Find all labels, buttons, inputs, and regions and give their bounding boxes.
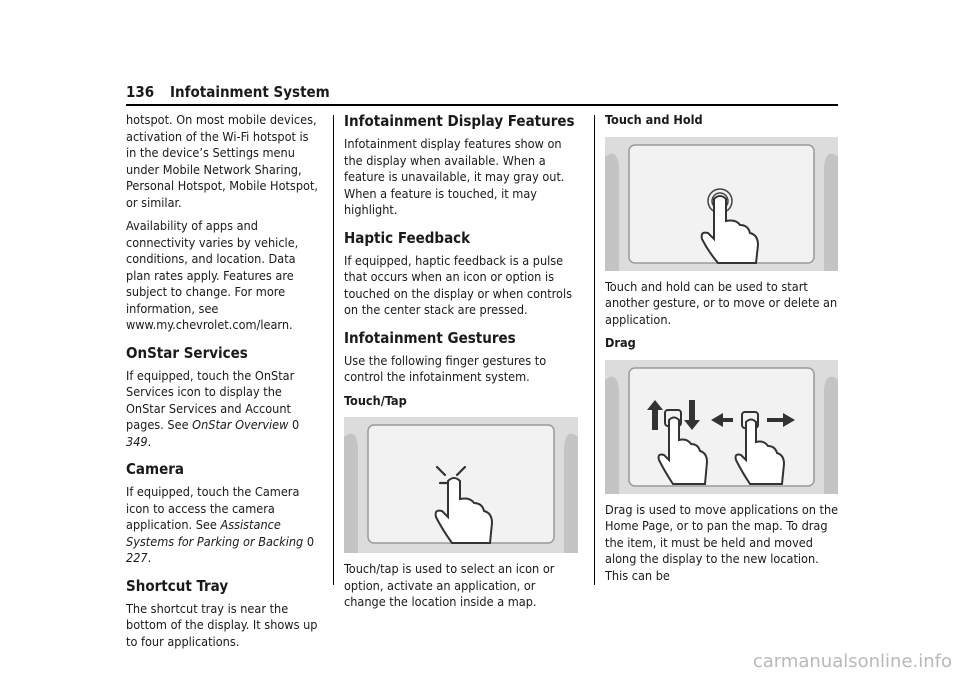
column-2: [344, 112, 580, 618]
heading-display-features: Infotainment Display Features: [344, 112, 575, 130]
paragraph-availability: Availability of apps and connectivity varies by vehicle, conditions, and location. Data plan rates apply. Features are subject to change. For more information, see www.my.chevrolet.com/learn.: [126, 218, 299, 332]
paragraph-onstar: If equipped, touch the OnStar Services icon to display the OnStar Services and Account pages. See OnStar Overview 0 349.: [126, 367, 300, 449]
label-touch-hold: Touch and Hold: [605, 112, 703, 127]
onstar-ref-page[interactable]: 349: [126, 433, 148, 449]
paragraph-touch-tap: Touch/tap is used to select an icon or option, activate an application, or change the location inside a map.: [344, 561, 555, 609]
heading-gestures: Infotainment Gestures: [344, 328, 516, 347]
section-title: Infotainment System: [170, 83, 330, 101]
onstar-ref-link[interactable]: OnStar Overview: [192, 417, 289, 432]
heading-haptic: Haptic Feedback: [344, 228, 471, 247]
finger-hold-illustration: [605, 137, 838, 271]
watermark: carmanualsonline.info: [752, 651, 952, 672]
label-drag: Drag: [605, 335, 636, 350]
column-1: [126, 112, 322, 657]
label-touch-tap: Touch/Tap: [344, 392, 407, 408]
paragraph-gestures: Use the following finger gestures to control the infotainment system.: [344, 352, 547, 384]
paragraph-haptic: If equipped, haptic feedback is a pulse that occurs when an icon or option is touched on the display or when controls on the center stack are pressed.: [344, 252, 572, 317]
paragraph-drag: Drag is used to move applications on the Home Page, or to pan the map. To drag the item, it must be held and moved along the display to the new location. This can be: [605, 501, 839, 583]
finger-tap-illustration: [344, 417, 578, 553]
ref-arrow-icon: 0: [292, 417, 300, 432]
camera-ref-page[interactable]: 227: [126, 550, 148, 565]
paragraph-display-features: Infotainment display features show on the display when available. When a feature is unavailable, it may gray out. When a feature is touched, it may highlight.: [344, 136, 565, 217]
column-3: [605, 112, 840, 591]
column-divider-1: [333, 115, 334, 585]
paragraph-touch-hold: Touch and hold can be used to start another gesture, or to move or delete an application.: [605, 278, 838, 327]
paragraph-hotspot: hotspot. On most mobile devices, activation of the Wi-Fi hotspot is in the device’s Settings menu under Mobile Network Sharing, Personal Hotspot, Mobile Hotspot, or similar.: [126, 112, 318, 210]
paragraph-shortcut-tray: The shortcut tray is near the bottom of the display. It shows up to four applications.: [126, 600, 318, 649]
finger-drag-illustration: [605, 360, 838, 494]
heading-camera: Camera: [126, 460, 184, 478]
header-rule: [126, 104, 838, 106]
ref-arrow-icon: 0: [306, 533, 315, 549]
column-divider-2: [594, 115, 595, 585]
heading-onstar: OnStar Services: [126, 343, 248, 362]
paragraph-camera: If equipped, touch the Camera icon to access the camera application. See Assistance Systems for Parking or Backing 0 227.: [126, 484, 315, 565]
camera-ref-link[interactable]: Assistance Systems for Parking or Backing: [126, 517, 304, 549]
heading-shortcut-tray: Shortcut Tray: [126, 576, 229, 595]
page-number: 136: [126, 83, 155, 101]
